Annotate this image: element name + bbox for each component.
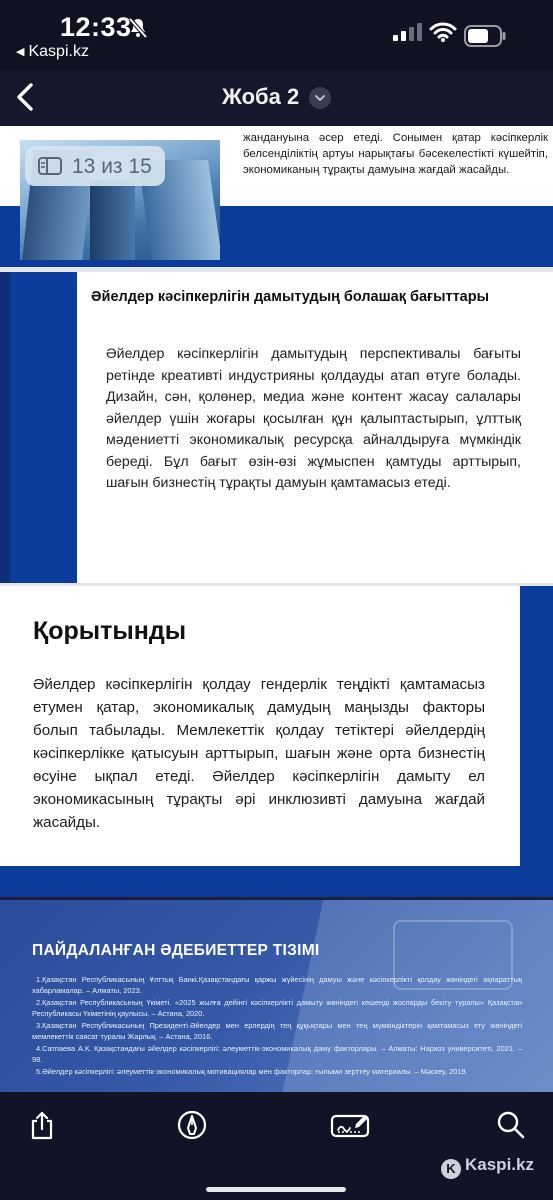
- share-icon[interactable]: [27, 1110, 57, 1140]
- slide-1: [0, 126, 553, 267]
- slide-2-side-bar: [0, 272, 10, 583]
- slide-3-body: Әйелдер кәсіпкерлігін қолдау гендерлік теңдікті қамтамасыз етумен қатар, экономикалық дамудың маңызды факторы болып табылады. Мемлекеттік қолдау тетіктері әйелдердің кәсіпкерлікке қатысуын арттырып, шағын және орта бизнестің өсуіне ықпал етеді. Әйелдер кәсіпкерлігін дамыту ел экономикасының тұрақты әрі инклюзивті дамуына жағдай жасайды.: [33, 676, 485, 831]
- slide-2-body: Әйелдер кәсіпкерлігін дамытудың перспективалы бағыты ретінде креативті индустрияны қолдауды атап өтуге болады. Дизайн, сән, қолөнер, медиа және контент жасау салалары әйелдер үшін жоғары қосылған құн қалыптастырып, ұлттық мәдениетті экономикалық ресурсқа айналдыруға мүмкіндік береді. Бұл бағыт өзін-өзі жұмыспен қамтуды арттырып, шағын бизнестің тұрақты дамуын қамтамасыз етеді.: [106, 346, 521, 491]
- back-app-label: Kaspi.kz: [28, 43, 89, 60]
- kaspi-logo-icon: K: [441, 1159, 461, 1179]
- reference-item: 1.Қазақстан Республикасының Ұлттық Банкі.Қазақстандағы қаржы жүйесінің дамуы және кәсіпкерлікті қолдау жөніндегі ақпараттық хабарламалар. – Алматы, 2023.: [32, 975, 522, 995]
- chevron-left-icon[interactable]: [14, 82, 36, 112]
- page-counter-label: 13 из 15: [72, 155, 152, 178]
- watermark-label: Kaspi.kz: [465, 1155, 534, 1174]
- signature-icon[interactable]: [330, 1110, 370, 1140]
- reference-item: 3.Қазақстан Республикасының Президенті.Әйелдер мен ерлердің тең құқықтары мен тең мүмкіндіктерін қамтамасыз ету жөніндегі мемлекеттік саясат туралы Жарлық. – Астана, 2016.: [32, 1021, 522, 1041]
- reference-item: 5.Әйелдер кәсіпкерлігі: әлеуметтік-экономикалық мотивациялар мен факторлар: ғылыми зерттеу материалы. – Мәскеу, 2019.: [36, 1067, 468, 1076]
- document-title[interactable]: Жоба 2: [222, 84, 300, 109]
- markup-pen-icon[interactable]: [177, 1110, 207, 1140]
- bell-slash-icon: [126, 16, 150, 40]
- slide-3-title: Қорытынды: [33, 617, 187, 645]
- slide-1-text: жандануына әсер етеді. Сонымен қатар кәсіпкерлік белсенділіктің артуы нарықтағы бәсекелестікті күшейтіп, экономиканың тұрақты дамуына жағдай жасайды.: [243, 132, 548, 176]
- references-title: ПАЙДАЛАНҒАН ӘДЕБИЕТТЕР ТІЗІМІ: [32, 942, 320, 959]
- navigation-bar: [0, 70, 553, 126]
- page-counter-badge: [25, 146, 165, 186]
- slide-2: [0, 272, 553, 583]
- document-viewer[interactable]: [0, 126, 553, 1092]
- reference-item: 4.Сатпаева А.К. Қазақстандағы әйелдер кәсіпкерлігі: әлеуметтік-экономикалық даму факторлары. – Алматы: Нархоз университеті, 2021. – 98.: [32, 1044, 522, 1064]
- status-time: 12:33: [60, 12, 132, 42]
- search-icon[interactable]: [496, 1110, 526, 1140]
- slide-4: [0, 900, 553, 1092]
- bottom-toolbar: [0, 1092, 553, 1200]
- slide-2-heading: Әйелдер кәсіпкерлігін дамытудың болашақ бағыттары: [91, 289, 489, 305]
- slide-2-content-panel: [77, 272, 553, 583]
- cellular-signal-icon: [392, 22, 422, 42]
- back-to-app-link[interactable]: ◀ Kaspi.kz: [16, 43, 89, 60]
- chevron-down-icon[interactable]: [309, 87, 331, 109]
- status-bar: [0, 0, 553, 70]
- slide-3-content-panel: [0, 586, 520, 866]
- thumbnails-icon: [38, 157, 62, 175]
- slide-3: [0, 586, 553, 897]
- references-list: [32, 974, 522, 1078]
- home-indicator[interactable]: [206, 1187, 346, 1192]
- kaspi-watermark: [441, 1155, 534, 1179]
- battery-icon: [464, 25, 506, 47]
- reference-item: 2.Қазақстан Республикасының Үкіметі. «2025 жылға дейінгі кәсіпкерлікті дамыту жөніндегі кешенді жоспарды бекіту туралы» Қазақстан Республикасы Үкіметінің қаулысы. – Астана, 2020.: [32, 998, 522, 1018]
- wifi-icon: [429, 22, 457, 42]
